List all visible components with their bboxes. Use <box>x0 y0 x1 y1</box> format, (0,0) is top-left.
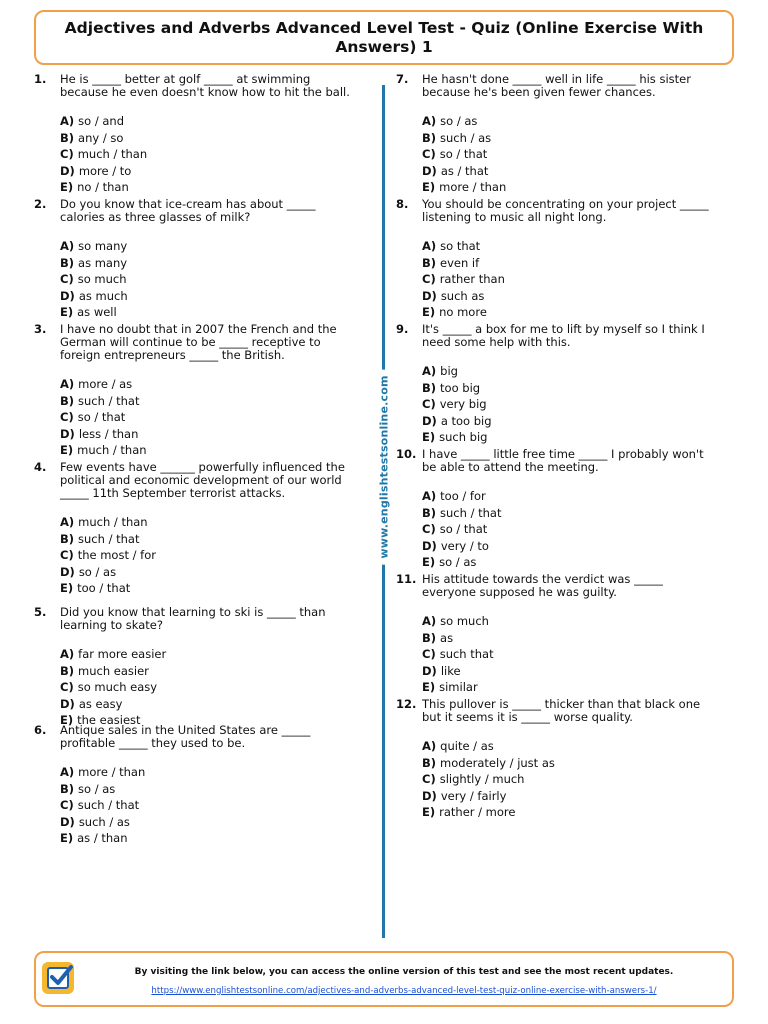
question-text: I have _____ little free time _____ I probably won't be able to attend the meeting. <box>422 447 704 474</box>
question-number: 12. <box>396 697 417 711</box>
option-letter: A) <box>60 239 75 253</box>
question-text: He is _____ better at golf _____ at swimming because he even doesn't know how to hit the ball. <box>60 72 350 99</box>
question-number: 7. <box>396 72 409 86</box>
option-letter: E) <box>60 831 74 845</box>
option-letter: E) <box>60 581 74 595</box>
answer-option <box>422 396 716 413</box>
option-letter: B) <box>60 130 75 145</box>
answer-option <box>60 442 354 459</box>
option-letter: A) <box>422 739 437 753</box>
option-text: such / as <box>440 130 492 145</box>
option-text: even if <box>440 255 480 270</box>
question <box>396 198 716 321</box>
option-text: as <box>440 630 454 645</box>
option-text: as / that <box>440 163 489 178</box>
answer-options <box>60 646 354 729</box>
answer-option <box>60 238 354 255</box>
option-text: more / than <box>439 180 507 194</box>
option-text: quite / as <box>440 739 494 753</box>
answer-option <box>422 554 716 571</box>
question <box>396 573 716 696</box>
option-letter: C) <box>422 147 436 161</box>
answer-options <box>422 738 716 821</box>
answer-option <box>422 288 716 305</box>
option-text: such that <box>439 647 494 661</box>
option-text: so / as <box>439 555 477 569</box>
question-text: Do you know that ice-cream has about _____ calories as three glasses of milk? <box>60 197 316 224</box>
option-letter: D) <box>422 663 437 678</box>
answer-options <box>422 488 716 571</box>
option-text: much / than <box>77 147 148 161</box>
question-number: 9. <box>396 322 409 336</box>
answer-option <box>422 363 716 380</box>
option-text: so / as <box>440 114 478 128</box>
question <box>34 606 354 729</box>
question <box>34 724 354 847</box>
question-text: You should be concentrating on your project _____ listening to music all night long. <box>422 197 709 224</box>
answer-option <box>60 663 354 680</box>
answer-options <box>60 238 354 321</box>
answer-option <box>60 580 354 597</box>
page-title: Adjectives and Adverbs Advanced Level Test - Quiz (Online Exercise With Answers) 1 <box>64 18 704 56</box>
answer-option <box>60 696 354 713</box>
answer-option <box>60 376 354 393</box>
option-text: too / for <box>440 489 486 503</box>
option-text: as well <box>77 305 117 319</box>
option-text: such / that <box>440 505 502 520</box>
option-letter: B) <box>422 255 437 270</box>
option-text: so / that <box>439 147 488 161</box>
question-number: 8. <box>396 197 409 211</box>
answer-option <box>422 804 716 821</box>
answer-option <box>422 505 716 522</box>
footer-box <box>34 951 734 1007</box>
answer-option <box>60 163 354 180</box>
option-letter: A) <box>422 489 437 503</box>
option-text: rather / more <box>439 805 516 819</box>
question-number: 6. <box>34 723 47 737</box>
option-text: more / than <box>78 765 146 779</box>
answer-option <box>60 531 354 548</box>
answer-option <box>60 797 354 814</box>
option-text: so / as <box>78 781 116 796</box>
option-letter: D) <box>60 288 75 303</box>
answer-options <box>60 376 354 459</box>
answer-options <box>422 363 716 446</box>
option-text: the most / for <box>77 548 156 562</box>
option-letter: B) <box>422 130 437 145</box>
option-text: similar <box>439 680 478 694</box>
option-letter: D) <box>422 288 437 303</box>
checkbox-icon <box>42 962 74 994</box>
answer-option <box>422 304 716 321</box>
option-text: no more <box>439 305 487 319</box>
answer-option <box>60 514 354 531</box>
question-text: His attitude towards the verdict was _____ everyone supposed he was guilty. <box>422 572 663 599</box>
option-text: as many <box>78 255 128 270</box>
answer-option <box>60 113 354 130</box>
option-letter: E) <box>422 805 436 819</box>
option-letter: E) <box>60 713 74 727</box>
option-text: so that <box>440 239 481 253</box>
answer-option <box>422 663 716 680</box>
option-text: far more easier <box>78 647 167 661</box>
question-number: 4. <box>34 460 47 474</box>
answer-option <box>422 113 716 130</box>
answer-option <box>422 179 716 196</box>
option-text: such big <box>439 430 488 444</box>
option-letter: B) <box>422 755 437 770</box>
option-letter: B) <box>60 393 75 408</box>
option-text: less / than <box>78 426 139 441</box>
option-letter: B) <box>60 255 75 270</box>
answer-option <box>422 146 716 163</box>
answer-option <box>422 271 716 288</box>
answer-option <box>422 630 716 647</box>
question <box>34 73 354 196</box>
option-letter: A) <box>422 239 437 253</box>
answer-options <box>422 113 716 196</box>
option-text: very / fairly <box>440 788 507 803</box>
answer-option <box>422 646 716 663</box>
option-letter: D) <box>60 564 75 579</box>
option-letter: E) <box>422 680 436 694</box>
option-letter: E) <box>60 443 74 457</box>
site-watermark: www.englishtestsonline.com <box>378 369 391 564</box>
option-letter: A) <box>422 614 437 628</box>
answer-option <box>60 304 354 321</box>
option-text: like <box>440 663 461 678</box>
option-letter: C) <box>60 410 74 424</box>
answer-options <box>60 113 354 196</box>
option-letter: E) <box>422 305 436 319</box>
option-text: so much easy <box>77 680 158 694</box>
answer-option <box>60 679 354 696</box>
option-letter: D) <box>60 696 75 711</box>
question <box>396 448 716 571</box>
option-letter: A) <box>60 765 75 779</box>
question-text: It's _____ a box for me to lift by myself so I think I need some help with this. <box>422 322 705 349</box>
answer-option <box>422 521 716 538</box>
answer-option <box>422 738 716 755</box>
option-letter: A) <box>422 114 437 128</box>
option-text: such as <box>440 288 485 303</box>
answer-options <box>422 613 716 696</box>
option-text: so much <box>440 614 489 628</box>
answer-option <box>422 679 716 696</box>
footer-message: By visiting the link below, you can access the online version of this test and see the most recent updates. <box>134 967 674 977</box>
option-text: more / as <box>78 377 133 391</box>
option-letter: C) <box>422 647 436 661</box>
answer-option <box>422 771 716 788</box>
question-text: Few events have ______ powerfully influenced the political and economic development of our world _____ 11th September terrorist attacks. <box>60 460 345 500</box>
question-text: I have no doubt that in 2007 the French and the German will continue to be _____ receptive to foreign entrepreneurs _____ the British. <box>60 322 337 362</box>
option-letter: C) <box>422 772 436 786</box>
answer-option <box>422 255 716 272</box>
option-text: so / as <box>78 564 117 579</box>
question-number: 11. <box>396 572 417 586</box>
option-text: a too big <box>440 413 492 428</box>
option-letter: C) <box>60 680 74 694</box>
option-letter: D) <box>60 163 75 178</box>
answer-option <box>422 788 716 805</box>
option-text: such / that <box>77 798 140 812</box>
option-text: moderately / just as <box>440 755 555 770</box>
option-text: such / that <box>78 393 140 408</box>
answer-option <box>422 429 716 446</box>
option-letter: B) <box>422 505 437 520</box>
answer-option <box>60 179 354 196</box>
option-text: so much <box>77 272 127 286</box>
question-text: Antique sales in the United States are _____ profitable _____ they used to be. <box>60 723 311 750</box>
option-letter: A) <box>60 647 75 661</box>
answer-options <box>60 514 354 597</box>
answer-option <box>60 393 354 410</box>
answer-option <box>422 130 716 147</box>
option-text: any / so <box>78 130 124 145</box>
option-letter: C) <box>422 397 436 411</box>
answer-option <box>60 288 354 305</box>
answer-option <box>60 814 354 831</box>
question-number: 2. <box>34 197 47 211</box>
option-text: very / to <box>440 538 489 553</box>
option-text: too big <box>440 380 481 395</box>
question <box>396 73 716 196</box>
answer-option <box>422 413 716 430</box>
title-box <box>34 10 734 65</box>
option-letter: D) <box>60 426 75 441</box>
answer-option <box>422 380 716 397</box>
option-text: so / that <box>439 522 488 536</box>
option-letter: D) <box>60 814 75 829</box>
option-letter: D) <box>422 163 437 178</box>
option-letter: C) <box>422 272 436 286</box>
option-letter: B) <box>60 663 75 678</box>
answer-option <box>60 764 354 781</box>
question-text: He hasn't done _____ well in life _____ his sister because he's been given fewer chances. <box>422 72 691 99</box>
option-text: much easier <box>78 663 149 678</box>
option-text: so many <box>78 239 128 253</box>
question <box>34 461 354 597</box>
question <box>34 323 354 459</box>
answer-option <box>422 538 716 555</box>
option-letter: B) <box>60 781 75 796</box>
answer-option <box>422 163 716 180</box>
answer-option <box>60 409 354 426</box>
option-letter: E) <box>422 430 436 444</box>
option-text: rather than <box>439 272 505 286</box>
question-text: Did you know that learning to ski is _____ than learning to skate? <box>60 605 326 632</box>
option-text: as / than <box>77 831 128 845</box>
answer-options <box>60 764 354 847</box>
option-letter: D) <box>422 413 437 428</box>
option-text: much / than <box>78 515 148 529</box>
answer-option <box>422 755 716 772</box>
option-letter: E) <box>60 305 74 319</box>
answer-options <box>422 238 716 321</box>
option-text: no / than <box>77 180 129 194</box>
answer-option <box>422 613 716 630</box>
answer-option <box>60 271 354 288</box>
option-letter: A) <box>60 114 75 128</box>
option-letter: B) <box>60 531 75 546</box>
option-letter: B) <box>422 630 437 645</box>
option-letter: A) <box>60 515 75 529</box>
answer-option <box>60 547 354 564</box>
answer-option <box>422 488 716 505</box>
option-text: much / than <box>77 443 147 457</box>
option-letter: E) <box>422 555 436 569</box>
option-letter: C) <box>60 272 74 286</box>
answer-option <box>60 146 354 163</box>
question <box>396 698 716 821</box>
question-text: This pullover is _____ thicker than that black one but it seems it is _____ worse quality. <box>422 697 701 724</box>
option-letter: C) <box>60 147 74 161</box>
option-letter: E) <box>422 180 436 194</box>
answer-option <box>60 781 354 798</box>
option-letter: A) <box>60 377 75 391</box>
option-letter: D) <box>422 538 437 553</box>
question <box>396 323 716 446</box>
answer-option <box>60 830 354 847</box>
option-text: very big <box>439 397 487 411</box>
option-text: more / to <box>78 163 132 178</box>
option-text: as much <box>78 288 128 303</box>
answer-option <box>60 564 354 581</box>
option-letter: D) <box>422 788 437 803</box>
answer-option <box>422 238 716 255</box>
answer-option <box>60 130 354 147</box>
option-text: such / that <box>78 531 140 546</box>
answer-option <box>60 426 354 443</box>
question-number: 1. <box>34 72 47 86</box>
option-letter: A) <box>422 364 437 378</box>
option-text: so / and <box>78 114 125 128</box>
option-text: so / that <box>77 410 126 424</box>
question-number: 10. <box>396 447 417 461</box>
footer-link[interactable]: https://www.englishtestsonline.com/adjectives-and-adverbs-advanced-level-test-quiz-online-exercise-with-answers-1/ <box>151 986 657 996</box>
option-text: such / as <box>78 814 130 829</box>
option-text: big <box>440 364 458 378</box>
option-letter: C) <box>60 798 74 812</box>
option-text: slightly / much <box>439 772 525 786</box>
question-number: 5. <box>34 605 47 619</box>
answer-option <box>60 646 354 663</box>
question-number: 3. <box>34 322 47 336</box>
option-letter: E) <box>60 180 74 194</box>
option-text: the easiest <box>77 713 141 727</box>
option-letter: C) <box>422 522 436 536</box>
question <box>34 198 354 321</box>
answer-option <box>60 255 354 272</box>
option-text: as easy <box>78 696 123 711</box>
option-letter: C) <box>60 548 74 562</box>
option-text: too / that <box>77 581 131 595</box>
option-letter: B) <box>422 380 437 395</box>
